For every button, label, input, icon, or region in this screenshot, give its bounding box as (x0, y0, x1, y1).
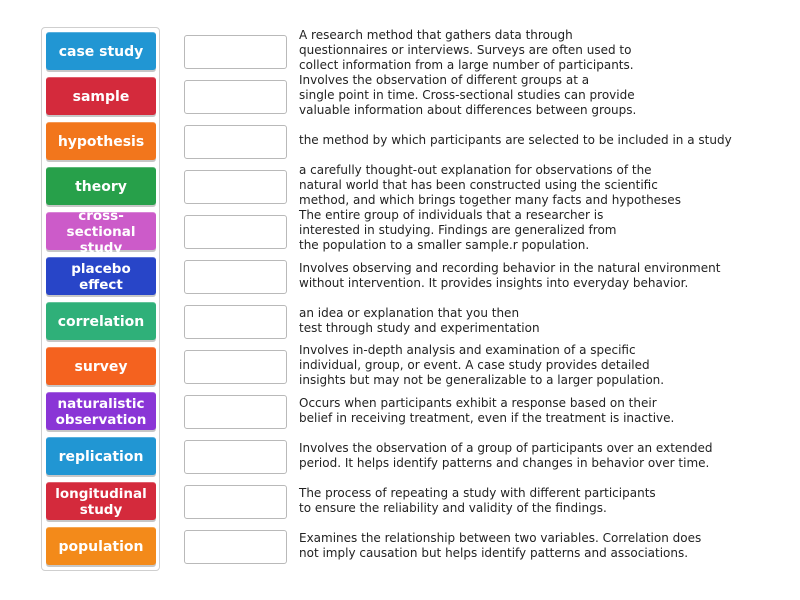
term-tile-label: theory (75, 178, 127, 195)
definition-item (299, 253, 769, 298)
term-tile-label: correlation (57, 313, 145, 330)
definition-text: a carefully thought-out explanation for observations of the natural world that has been constructed using the scientific method, and which brings together many facts and hypotheses (299, 163, 681, 207)
term-tile[interactable] (46, 392, 156, 430)
definition-item (299, 208, 769, 253)
term-tile-label: cross-sectional study (66, 207, 136, 256)
definition-text: Occurs when participants exhibit a response based on their belief in receiving treatment, even if the treatment is inactive. (299, 395, 675, 425)
term-tile-label: longitudinal study (55, 485, 147, 518)
definition-item (299, 433, 769, 478)
term-tile[interactable] (46, 167, 156, 205)
answer-drop-slot[interactable] (184, 395, 287, 429)
answer-drop-slot[interactable] (184, 170, 287, 204)
definition-item (299, 523, 769, 568)
term-tile-label: sample (72, 88, 130, 105)
answer-drop-slot[interactable] (184, 485, 287, 519)
definition-text: an idea or explanation that you then test through study and experimentation (299, 305, 540, 335)
answer-drop-slot[interactable] (184, 215, 287, 249)
definition-item (299, 163, 769, 208)
definition-item (299, 298, 769, 343)
definition-text: the method by which participants are selected to be included in a study (299, 133, 732, 147)
term-tile-label: placebo effect (71, 260, 131, 293)
definition-text: Involves the observation of a group of participants over an extended period. It helps identify patterns and changes in behavior over time. (299, 440, 713, 470)
answer-drop-slot[interactable] (184, 35, 287, 69)
term-tile[interactable] (46, 77, 156, 115)
term-tile-label: population (58, 538, 144, 555)
term-tile[interactable] (46, 257, 156, 295)
definition-item (299, 478, 769, 523)
term-tile[interactable] (46, 207, 156, 256)
definition-text: Involves in-depth analysis and examination of a specific individual, group, or event. A case study provides detailed insights but may not be generalizable to a larger population. (299, 343, 665, 387)
answer-drop-slot[interactable] (184, 80, 287, 114)
term-tile[interactable] (46, 482, 156, 520)
definition-text: Examines the relationship between two variables. Correlation does not imply causation but helps identify patterns and associations. (299, 530, 702, 560)
term-tile[interactable] (46, 347, 156, 385)
answer-drop-slot[interactable] (184, 440, 287, 474)
answer-drop-slot[interactable] (184, 350, 287, 384)
term-tile-label: naturalistic observation (55, 395, 147, 428)
definition-item (299, 73, 769, 118)
term-tile[interactable] (46, 32, 156, 70)
definition-text: A research method that gathers data through questionnaires or interviews. Surveys are often used to collect information from a large number of participants. (299, 28, 634, 72)
definition-item (299, 343, 769, 388)
term-tile[interactable] (46, 437, 156, 475)
definition-text: The process of repeating a study with different participants to ensure the reliability and validity of the findings. (299, 485, 656, 515)
answer-drop-slot[interactable] (184, 260, 287, 294)
definition-text: The entire group of individuals that a researcher is interested in studying. Findings are generalized from the population to a smaller sample.r population. (299, 208, 617, 252)
term-tile-label: case study (58, 43, 144, 60)
definition-item (299, 118, 769, 163)
definition-item (299, 28, 769, 73)
answer-drop-slot[interactable] (184, 125, 287, 159)
term-tile[interactable] (46, 122, 156, 160)
definition-item (299, 388, 769, 433)
term-tile-label: survey (74, 358, 128, 375)
answer-drop-slot[interactable] (184, 305, 287, 339)
term-tile-label: replication (58, 448, 144, 465)
term-tile[interactable] (46, 302, 156, 340)
term-tile-label: hypothesis (57, 133, 145, 150)
definition-text: Involves observing and recording behavior in the natural environment without intervention. It provides insights into everyday behavior. (299, 260, 721, 290)
term-tile[interactable] (46, 527, 156, 565)
definition-text: Involves the observation of different groups at a single point in time. Cross-sectional studies can provide valuable information about differences between groups. (299, 73, 637, 117)
answer-drop-slot[interactable] (184, 530, 287, 564)
